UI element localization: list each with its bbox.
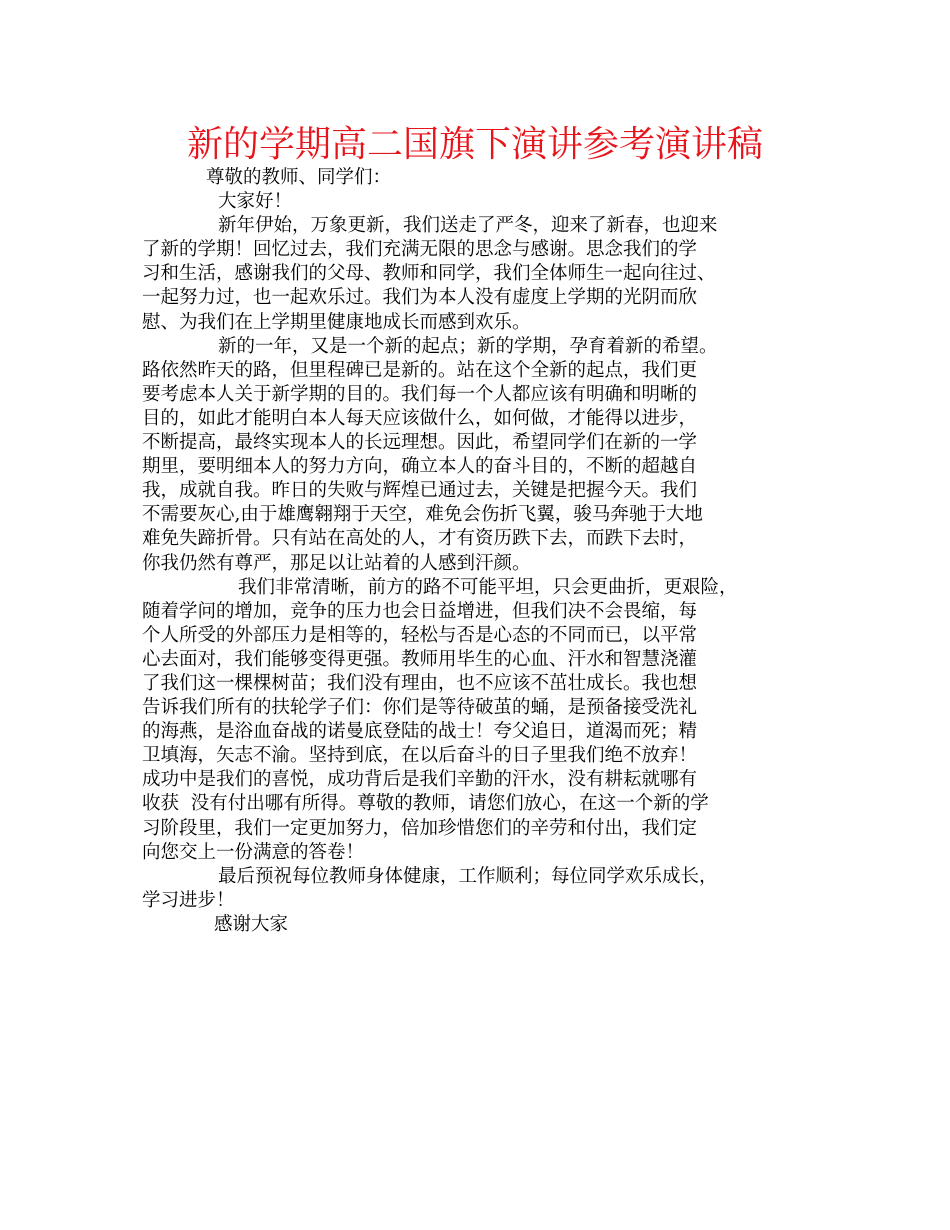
paragraph-line: 最后预祝每位教师身体健康，工作顺利；每位同学欢乐成长， [218, 865, 718, 887]
paragraph-line: 新年伊始，万象更新，我们送走了严冬，迎来了新春，也迎来 [218, 215, 718, 237]
paragraph-line: 我们非常清晰，前方的路不可能平坦，只会更曲折，更艰险， [238, 576, 738, 598]
paragraph-line: 心去面对，我们能够变得更强。教师用毕生的心血、汗水和智慧浇灌 [142, 648, 698, 670]
paragraph-line: 了我们这一棵棵树苗；我们没有理由，也不应该不茁壮成长。我也想 [142, 672, 698, 694]
paragraph-line: 新的一年，又是一个新的起点；新的学期，孕育着新的希望。 [218, 335, 718, 357]
paragraph-line: 成功中是我们的喜悦，成功背后是我们辛勤的汗水，没有耕耘就哪有 [142, 769, 698, 791]
paragraph-3 [142, 576, 822, 865]
paragraph-line: 向您交上一份满意的答卷！ [142, 841, 365, 863]
paragraph-1 [142, 214, 822, 334]
paragraph-line: 慰、为我们在上学期里健康地成长而感到欢乐。 [142, 311, 531, 333]
paragraph-line: 随着学问的增加，竞争的压力也会日益增进，但我们决不会畏缩，每 [142, 600, 698, 622]
paragraph-line: 期里，要明细本人的努力方向，确立本人的奋斗目的，不断的超越自 [142, 456, 698, 478]
paragraph-4 [142, 865, 822, 913]
paragraph-line: 我，成就自我。昨日的失败与辉煌已通过去，关键是把握今天。我们 [142, 480, 698, 502]
paragraph-line: 习和生活，感谢我们的父母、教师和同学，我们全体师生一起向往过、 [142, 263, 716, 285]
paragraph-line: 个人所受的外部压力是相等的，轻松与否是心态的不同而已，以平常 [142, 624, 698, 646]
paragraph-line: 了新的学期！回忆过去，我们充满无限的思念与感谢。思念我们的学 [142, 239, 698, 261]
closing: 感谢大家 [214, 913, 289, 935]
document-body [142, 166, 822, 937]
paragraph-line: 的海燕，是浴血奋战的诺曼底登陆的战士！夸父追日，道渴而死；精 [142, 721, 698, 743]
paragraph-line: 路依然昨天的路，但里程碑已是新的。站在这个全新的起点，我们更 [142, 359, 698, 381]
paragraph-2 [142, 335, 822, 576]
salutation: 尊敬的教师、同学们： [206, 167, 392, 188]
paragraph-line: 告诉我们所有的扶轮学子们：你们是等待破茧的蛹，是预备接受洗礼 [142, 697, 698, 719]
paragraph-line: 学习进步！ [142, 889, 235, 911]
paragraph-line: 目的，如此才能明白本人每天应该做什么，如何做，才能得以进步， [142, 407, 698, 429]
paragraph-line: 一起努力过，也一起欢乐过。我们为本人没有虚度上学期的光阴而欣 [142, 287, 698, 309]
paragraph-line: 你我仍然有尊严，那足以让站着的人感到汗颜。 [142, 552, 531, 574]
paragraph-line: 卫填海，矢志不渝。坚持到底，在以后奋斗的日子里我们绝不放弃！ [142, 745, 698, 767]
paragraph-line: 不需要灰心,由于雄鹰翱翔于天空，难免会伤折飞翼，骏马奔驰于大地 [142, 504, 703, 526]
paragraph-line: 收获 没有付出哪有所得。尊敬的教师，请您们放心，在这一个新的学 [142, 793, 709, 815]
greeting: 大家好！ [218, 191, 293, 213]
document-title: 新的学期高二国旗下演讲参考演讲稿 [186, 124, 763, 165]
paragraph-line: 难免失蹄折骨。只有站在高处的人，才有资历跌下去，而跌下去时， [142, 528, 698, 550]
paragraph-line: 不断提高，最终实现本人的长远理想。因此，希望同学们在新的一学 [142, 432, 698, 454]
paragraph-line: 要考虑本人关于新学期的目的。我们每一个人都应该有明确和明晰的 [142, 383, 698, 405]
paragraph-line: 习阶段里，我们一定更加努力，倍加珍惜您们的辛劳和付出，我们定 [142, 817, 698, 839]
